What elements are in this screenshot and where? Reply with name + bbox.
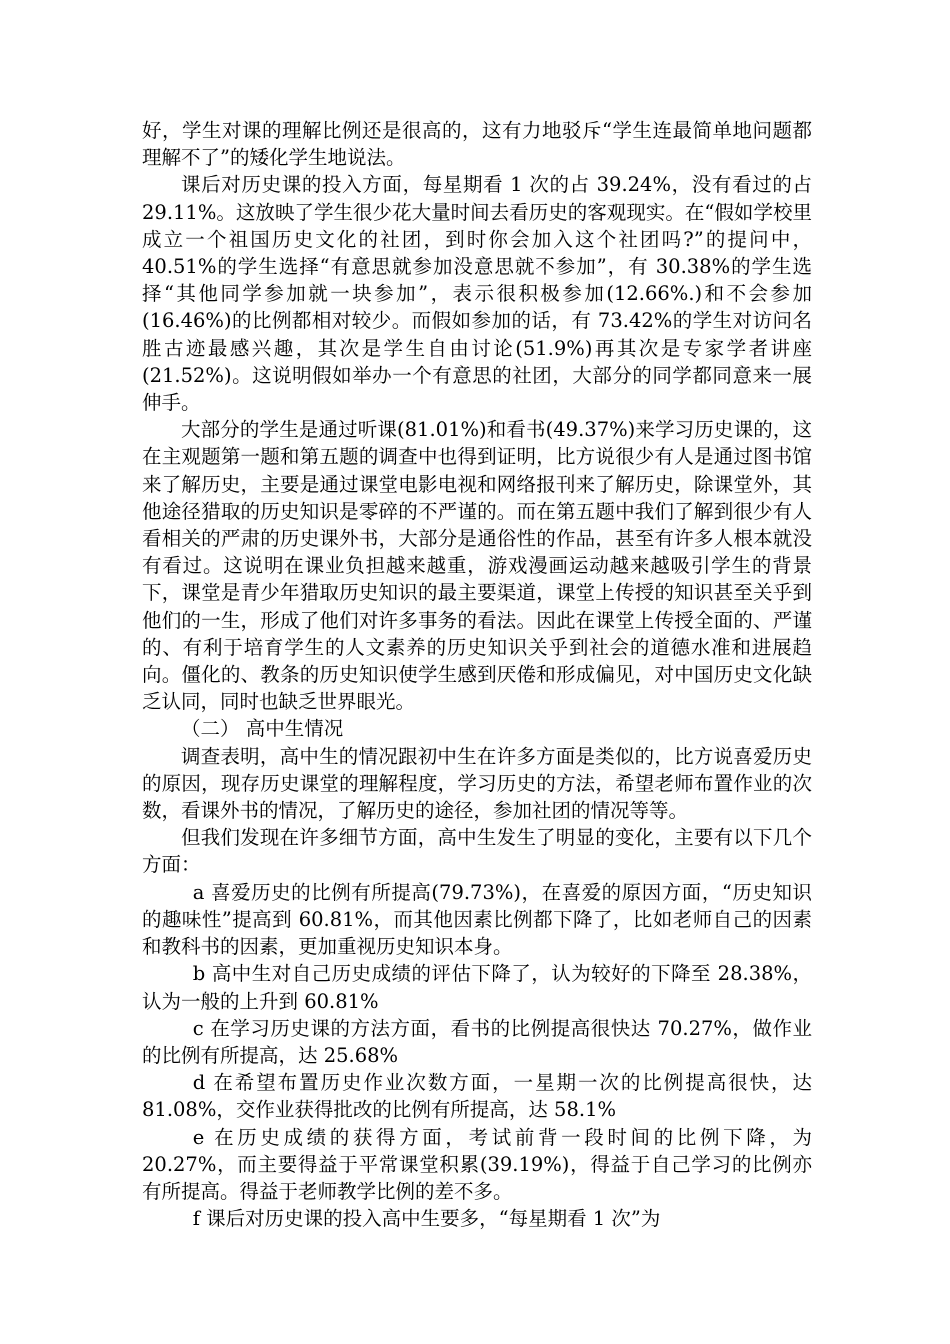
paragraph-continuation: 好，学生对课的理解比例还是很高的，这有力地驳斥“学生连最简单地问题都理解不了”的矮化学生地说法。	[142, 119, 812, 170]
paragraph-learning-methods: 大部分的学生是通过听课(81.01%)和看书(49.37%)来学习历史课的，这在主观题第一题和第五题的调查中也得到证明，比方说很少有人是通过图书馆来了解历史，主要是通过课堂电影电视和网络报刊来了解历史，除课堂外，其他途径猎取的历史知识是零碎的不严谨的。而在第五题中我们了解到很少有人看相关的严肃的历史课外书，大部分是通俗性的作品，甚至有许多人根本就没有看过。这说明在课业负担越来越重，游戏漫画运动越来越吸引学生的背景下，课堂是青少年猎取历史知识的最主要渠道，课堂上传授的知识甚至关乎到他们的一生，形成了他们对许多事务的看法。因此在课堂上传授全面的、严谨的、有利于培育学生的人文素养的历史知识关乎到社会的道德水准和进展趋向。僵化的、教条的历史知识使学生感到厌倦和形成偏见，对中国历史文化缺乏认同，同时也缺乏世界眼光。	[142, 418, 812, 714]
section-heading-high-school: （二） 高中生情况	[181, 717, 344, 741]
list-item-f: f 课后对历史课的投入高中生要多，“每星期看 1 次”为	[192, 1207, 661, 1231]
list-item-a: a 喜爱历史的比例有所提高(79.73%)，在喜爱的原因方面，“历史知识的趣味性”提高到 60.81%，而其他因素比例都下降了，比如老师自己的因素和教科书的因素，更加重视历史知识本身。	[142, 880, 812, 959]
document-body	[142, 117, 812, 1232]
list-item-b: b 高中生对自己历史成绩的评估下降了，认为较好的下降至 28.38%，认为一般的上升到 60.81%	[142, 962, 812, 1013]
paragraph-changes-intro: 但我们发现在许多细节方面，高中生发生了明显的变化，主要有以下几个方面：	[142, 826, 812, 877]
list-item-c: c 在学习历史课的方法方面，看书的比例提高很快达 70.27%，做作业的比例有所提高，达 25.68%	[142, 1016, 812, 1067]
list-item-d: d 在希望布置历史作业次数方面，一星期一次的比例提高很快，达 81.08%，交作业获得批改的比例有所提高，达 58.1%	[142, 1071, 812, 1122]
paragraph-high-school-survey: 调查表明，高中生的情况跟初中生在许多方面是类似的，比方说喜爱历史的原因，现存历史课堂的理解程度，学习历史的方法，希望老师布置作业的次数，看课外书的情况，了解历史的途径，参加社团的情况等等。	[142, 744, 812, 823]
paragraph-after-class-investment: 课后对历史课的投入方面，每星期看 1 次的占 39.24%，没有看过的占 29.11%。这放映了学生很少花大量时间去看历史的客观现实。在“假如学校里成立一个祖国历史文化的社团，到时你会加入这个社团吗?”的提问中，40.51%的学生选择“有意思就参加没意思就不参加”，有 30.38%的学生选择“其他同学参加就一块参加”，表示很积极参加(12.66%.)和不会参加(16.46%)的比例都相对较少。而假如参加的话，有 73.42%的学生对访问名胜古迹最感兴趣，其次是学生自由讨论(51.9%)再其次是专家学者讲座(21.52%)。这说明假如举办一个有意思的社团，大部分的同学都同意来一展伸手。	[142, 173, 812, 415]
list-item-e: e 在历史成绩的获得方面，考试前背一段时间的比例下降，为 20.27%，而主要得益于平常课堂积累(39.19%)，得益于自己学习的比例亦有所提高。得益于老师教学比例的差不多。	[142, 1125, 812, 1203]
